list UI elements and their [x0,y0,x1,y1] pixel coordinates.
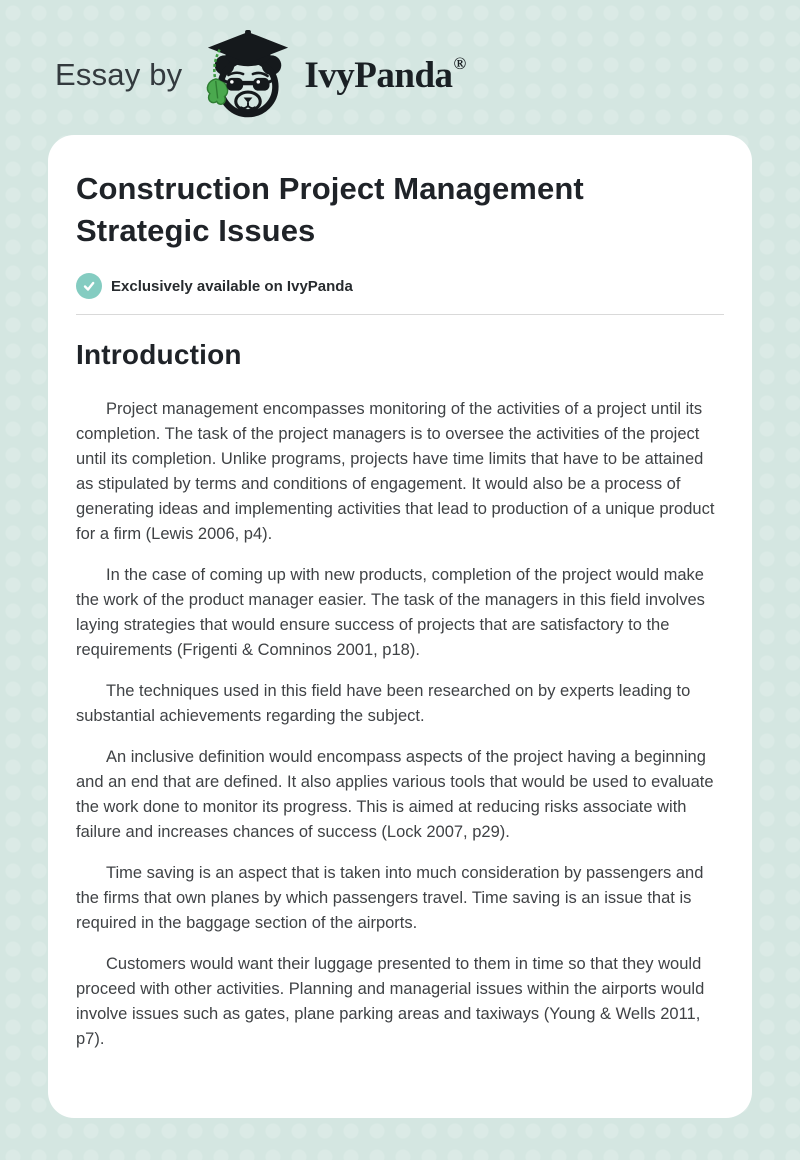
paragraph: In the case of coming up with new products, completion of the project would make the work of the product manager easier. The task of the managers in this field involves laying strategies that would ensure success of projects that are satisfactory to the requirements (Frigenti & Comninos 2001, p18). [76,566,705,659]
brand-logo[interactable] [198,30,465,120]
check-icon [76,273,102,299]
panda-graduate-icon [198,30,298,120]
essay-body [76,397,724,1052]
paragraph: Time saving is an aspect that is taken into much consideration by passengers and the firms that own planes by which passengers travel. Time saving is an issue that is required in the baggage section of the airports. [76,864,704,932]
exclusive-badge-label: Exclusively available on IvyPanda [111,277,353,295]
essay-by-label: Essay by [55,57,183,92]
page-title: Construction Project Management Strategic Issues [76,171,584,248]
paragraph: Customers would want their luggage presented to them in time so that they would proceed with other activities. Planning and managerial issues within the airports would involve issues such as gates, plane parking areas and taxiways (Young & Wells 2011, p7). [76,955,705,1048]
section-heading-introduction: Introduction [76,339,242,370]
brand-name: IvyPanda® [304,53,466,96]
site-header [0,0,800,122]
paragraph: The techniques used in this field have been researched on by experts leading to substantial achievements regarding the subject. [76,682,691,725]
exclusive-badge [76,273,724,299]
divider [76,314,724,315]
paragraph: Project management encompasses monitoring of the activities of a project until its completion. The task of the project managers is to oversee the activities of the project until its completion. Unlike programs, projects have time limits that have to be attained as stipulated by terms and conditions of engagement. It would also be a process of generating ideas and implementing activities that lead to production of a unique product for a firm (Lewis 2006, p4). [76,400,715,543]
essay-card [48,135,752,1118]
registered-mark: ® [453,53,466,73]
paragraph: An inclusive definition would encompass aspects of the project having a beginning and an end that are defined. It also applies various tools that would be used to evaluate the work done to monitor its progress. This is aimed at reducing risks associate with failure and increases chances of success (Lock 2007, p29). [76,748,714,841]
